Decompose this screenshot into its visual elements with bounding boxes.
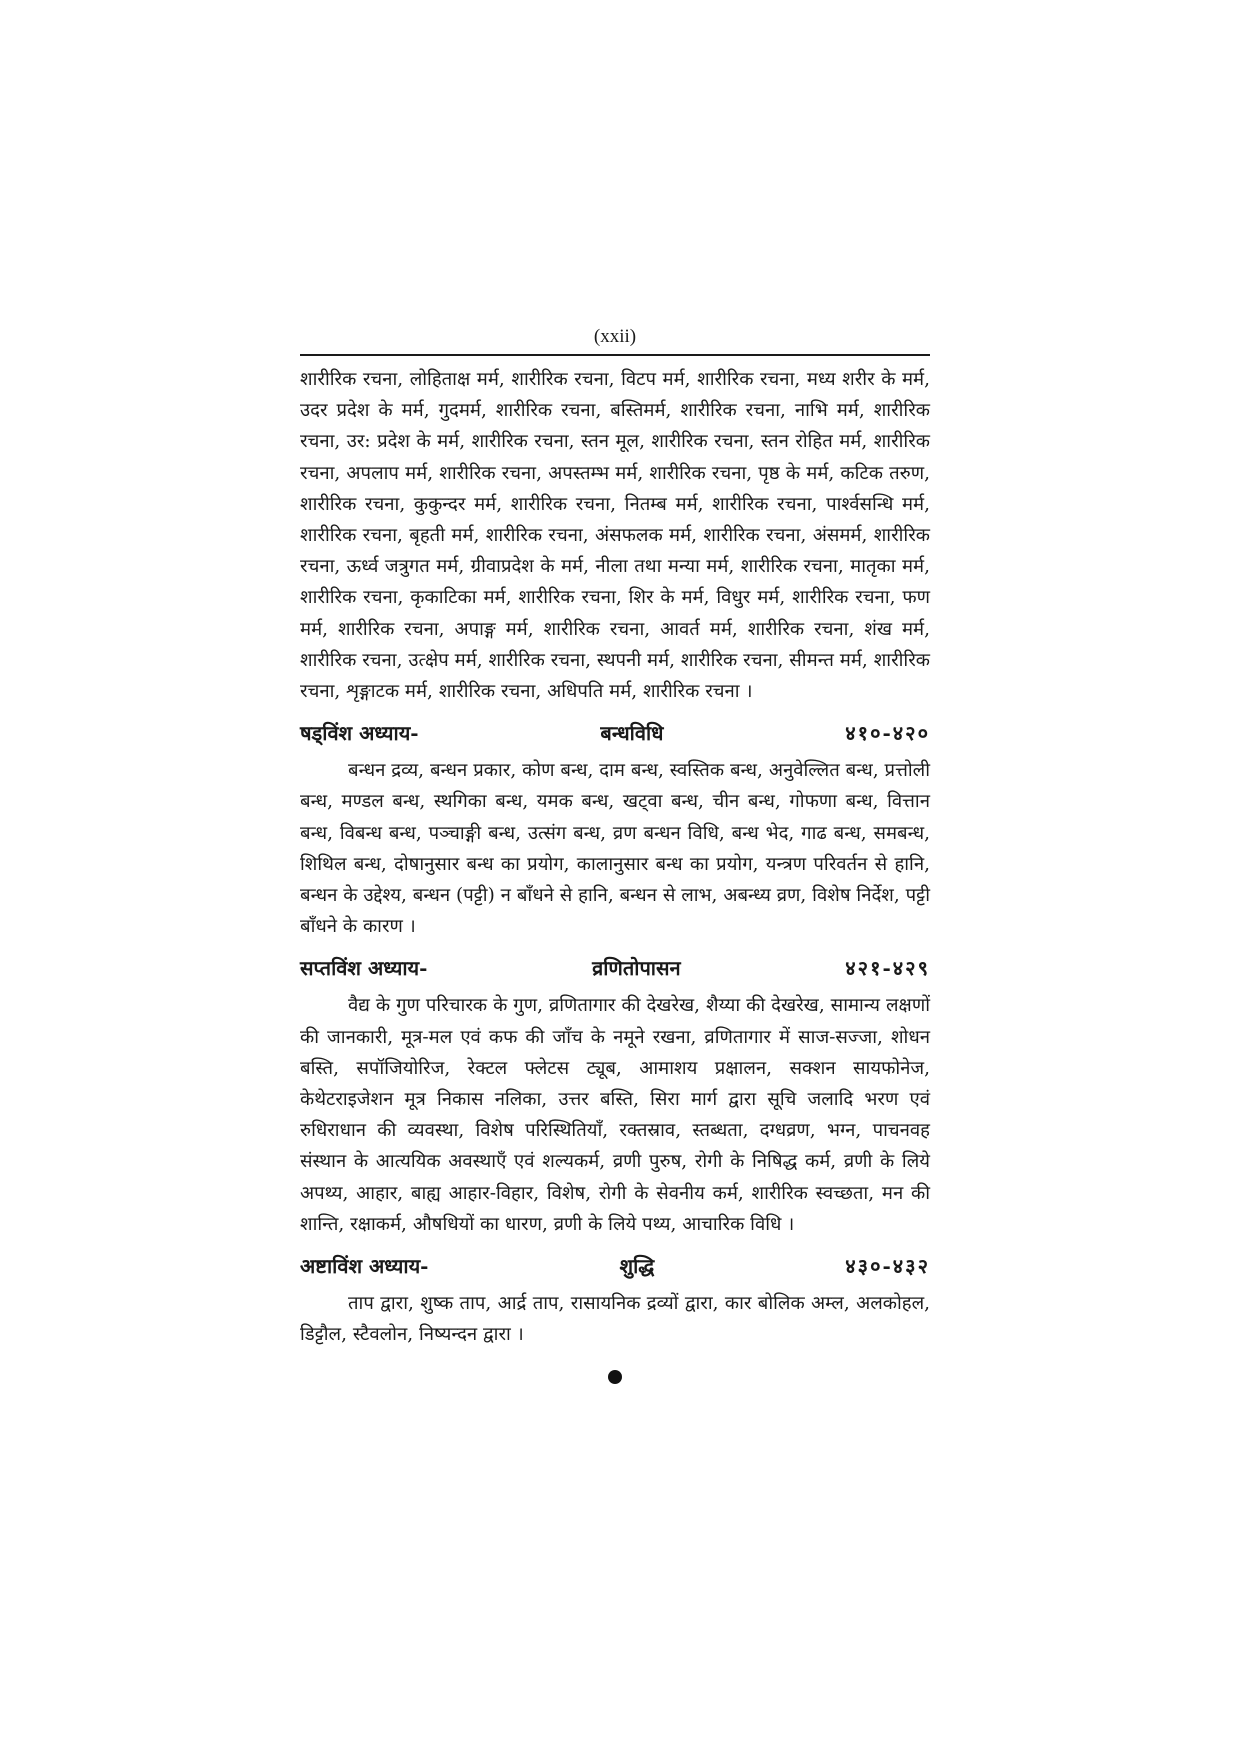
end-bullet-icon bbox=[608, 1370, 622, 1384]
chapter-27 bbox=[300, 954, 930, 1240]
page-number: (xxii) bbox=[593, 326, 637, 347]
chapter-26 bbox=[300, 719, 930, 942]
chapter-title: व्रणितोपासन bbox=[592, 956, 681, 981]
chapter-heading bbox=[300, 1252, 930, 1280]
intro-paragraph: शारीरिक रचना, लोहिताक्ष मर्म, शारीरिक रचना, विटप मर्म, शारीरिक रचना, मध्य शरीर के मर्म, उदर प्रदेश के मर्म, गुदमर्म, शारीरिक रचना, बस्तिमर्म, शारीरिक रचना, नाभि मर्म, शारीरिक रचना, उर: प्रदेश के मर्म, शारीरिक रचना, स्तन मूल, शारीरिक रचना, स्तन रोहित मर्म, शारीरिक रचना, अपलाप मर्म, शारीरिक रचना, अपस्तम्भ मर्म, शारीरिक रचना, पृष्ठ के मर्म, कटिक तरुण, शारीरिक रचना, कुकुन्दर मर्म, शारीरिक रचना, नितम्ब मर्म, शारीरिक रचना, पार्श्वसन्धि मर्म, शारीरिक रचना, बृहती मर्म, शारीरिक रचना, अंसफलक मर्म, शारीरिक रचना, अंसमर्म, शारीरिक रचना, ऊर्ध्व जत्रुगत मर्म, ग्रीवाप्रदेश के मर्म, नीला तथा मन्या मर्म, शारीरिक रचना, मातृका मर्म, शारीरिक रचना, कृकाटिका मर्म, शारीरिक रचना, शिर के मर्म, विधुर मर्म, शारीरिक रचना, फण मर्म, शारीरिक रचना, अपाङ्ग मर्म, शारीरिक रचना, आवर्त मर्म, शारीरिक रचना, शंख मर्म, शारीरिक रचना, उत्क्षेप मर्म, शारीरिक रचना, स्थपनी मर्म, शारीरिक रचना, सीमन्त मर्म, शारीरिक रचना, शृङ्गाटक मर्म, शारीरिक रचना, अधिपति मर्म, शारीरिक रचना । bbox=[300, 369, 930, 703]
chapter-contents: वैद्य के गुण परिचारक के गुण, व्रणितागार की देखरेख, शैय्या की देखरेख, सामान्य लक्षणों की जानकारी, मूत्र-मल एवं कफ की जाँच के नमूने रखना, व्रणितागार में साज-सज्जा, शोधन बस्ति, सपॉजियोरिज, रेक्टल फ्लेटस ट्यूब, आमाशय प्रक्षालन, सक्शन सायफोनेज, केथेटराइजेशन मूत्र निकास नलिका, उत्तर बस्ति, सिरा मार्ग द्वारा सूचि जलादि भरण एवं रुधिराधान की व्यवस्था, विशेष परिस्थितियाँ, रक्तस्राव, स्तब्धता, दग्धव्रण, भग्न, पाचनवह संस्थान के आत्ययिक अवस्थाएँ एवं शल्यकर्म, व्रणी पुरुष, रोगी के निषिद्ध कर्म, व्रणी के लिये अपथ्य, आहार, बाह्य आहार-विहार, विशेष, रोगी के सेवनीय कर्म, शारीरिक स्वच्छता, मन की शान्ति, रक्षाकर्म, औषधियों का धारण, व्रणी के लिये पथ्य, आचारिक विधि । bbox=[300, 995, 930, 1235]
chapter-number: षड्विंश अध्याय- bbox=[300, 721, 419, 746]
chapter-heading bbox=[300, 954, 930, 982]
chapter-heading bbox=[300, 719, 930, 747]
chapter-title: बन्धविधि bbox=[600, 721, 664, 746]
chapter-page-range: ४२१-४२९ bbox=[845, 956, 930, 981]
chapter-contents: बन्धन द्रव्य, बन्धन प्रकार, कोण बन्ध, दाम बन्ध, स्वस्तिक बन्ध, अनुवेल्लित बन्ध, प्रत्तोली बन्ध, मण्डल बन्ध, स्थगिका बन्ध, यमक बन्ध, खट्वा बन्ध, चीन बन्ध, गोफणा बन्ध, वित्तान बन्ध, विबन्ध बन्ध, पञ्चाङ्गी बन्ध, उत्संग बन्ध, व्रण बन्धन विधि, बन्ध भेद, गाढ बन्ध, समबन्ध, शिथिल बन्ध, दोषानुसार बन्ध का प्रयोग, कालानुसार बन्ध का प्रयोग, यन्त्रण परिवर्तन से हानि, बन्धन के उद्देश्य, बन्धन (पट्टी) न बाँधने से हानि, बन्धन से लाभ, अबन्ध्य व्रण, विशेष निर्देश, पट्टी बाँधने के कारण । bbox=[300, 760, 930, 938]
chapter-contents: ताप द्वारा, शुष्क ताप, आर्द्र ताप, रासायनिक द्रव्यों द्वारा, कार बोलिक अम्ल, अलकोहल, डिट्टौल, स्टैवलोन, निष्यन्दन द्वारा । bbox=[300, 1293, 930, 1346]
chapter-page-range: ४३०-४३२ bbox=[845, 1254, 930, 1279]
header-rule bbox=[300, 354, 930, 356]
page-content bbox=[300, 326, 930, 1384]
chapter-number: अष्टाविंश अध्याय- bbox=[300, 1254, 429, 1279]
chapter-title: शुद्धि bbox=[619, 1254, 655, 1279]
chapter-28 bbox=[300, 1252, 930, 1350]
chapter-page-range: ४१०-४२० bbox=[845, 721, 930, 746]
chapter-number: सप्तविंश अध्याय- bbox=[300, 956, 428, 981]
